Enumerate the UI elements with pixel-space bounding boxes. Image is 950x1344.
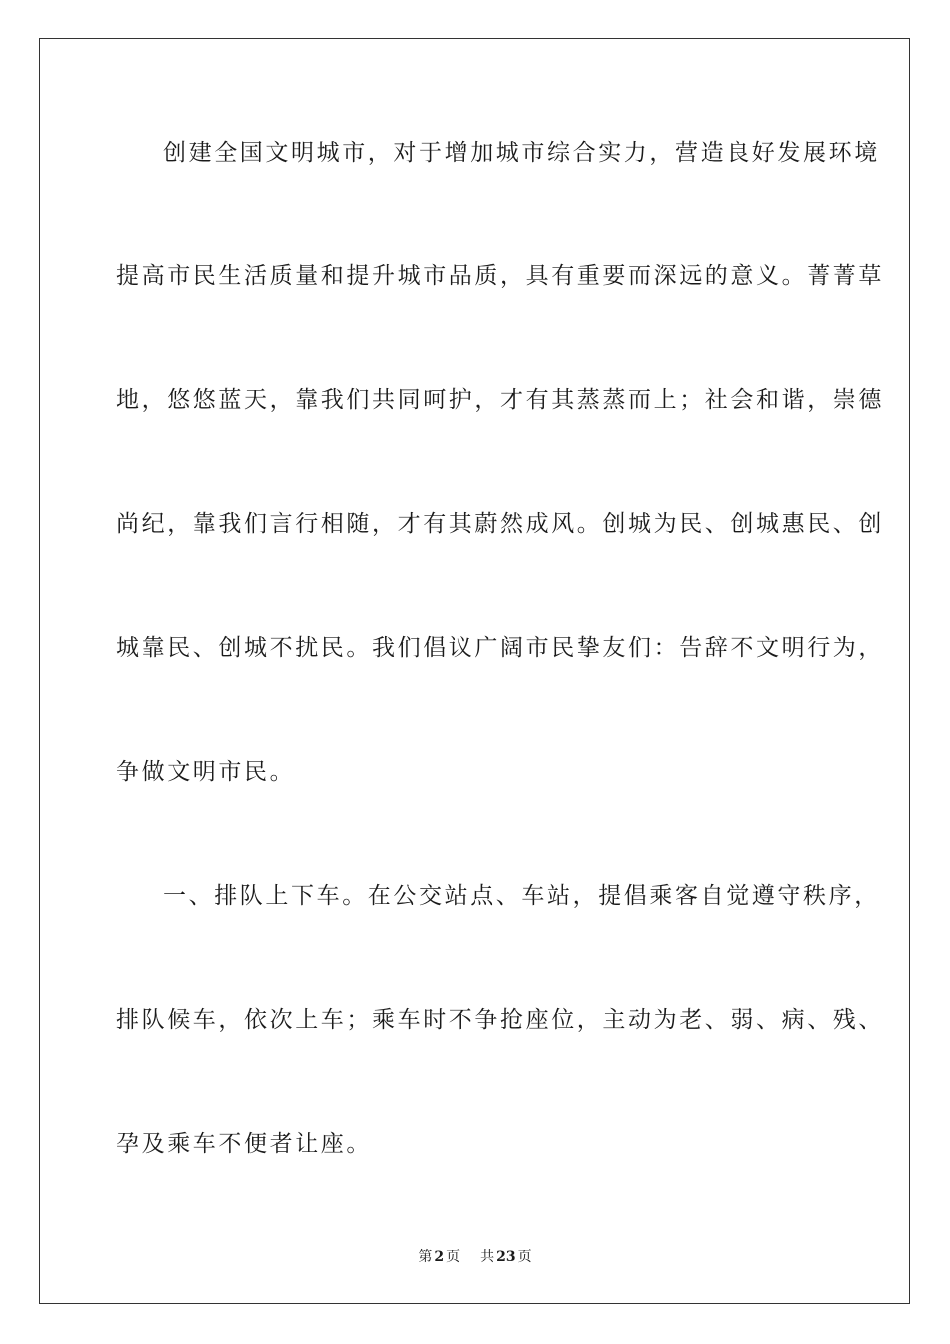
paragraph-line: 创建全国文明城市，对于增加城市综合实力，营造良好发展环境: [163, 140, 880, 166]
total-suffix: 页: [517, 1249, 532, 1265]
page-border: [39, 38, 910, 1304]
paragraph-line: 争做文明市民。: [116, 759, 296, 785]
page-suffix: 页: [446, 1249, 461, 1265]
page-prefix: 第: [418, 1249, 433, 1265]
paragraph-line: 排队候车，依次上车；乘车时不争抢座位，主动为老、弱、病、残、: [116, 1007, 884, 1033]
total-prefix: 共: [480, 1249, 495, 1265]
paragraph-line: 一、排队上下车。在公交站点、车站，提倡乘客自觉遵守秩序，: [163, 883, 880, 909]
paragraph-line: 提高市民生活质量和提升城市品质，具有重要而深远的意义。菁菁草: [116, 263, 884, 289]
paragraph-line: 孕及乘车不便者让座。: [116, 1131, 372, 1157]
page-footer: [0, 1248, 950, 1266]
paragraph-line: 尚纪，靠我们言行相随，才有其蔚然成风。创城为民、创城惠民、创: [116, 511, 884, 537]
total-pages-number: 23: [496, 1249, 516, 1265]
current-page-number: 2: [434, 1249, 445, 1265]
paragraph-line: 城靠民、创城不扰民。我们倡议广阔市民挚友们：告辞不文明行为，: [116, 635, 884, 661]
paragraph-line: 地，悠悠蓝天，靠我们共同呵护，才有其蒸蒸而上；社会和谐，崇德: [116, 387, 884, 413]
